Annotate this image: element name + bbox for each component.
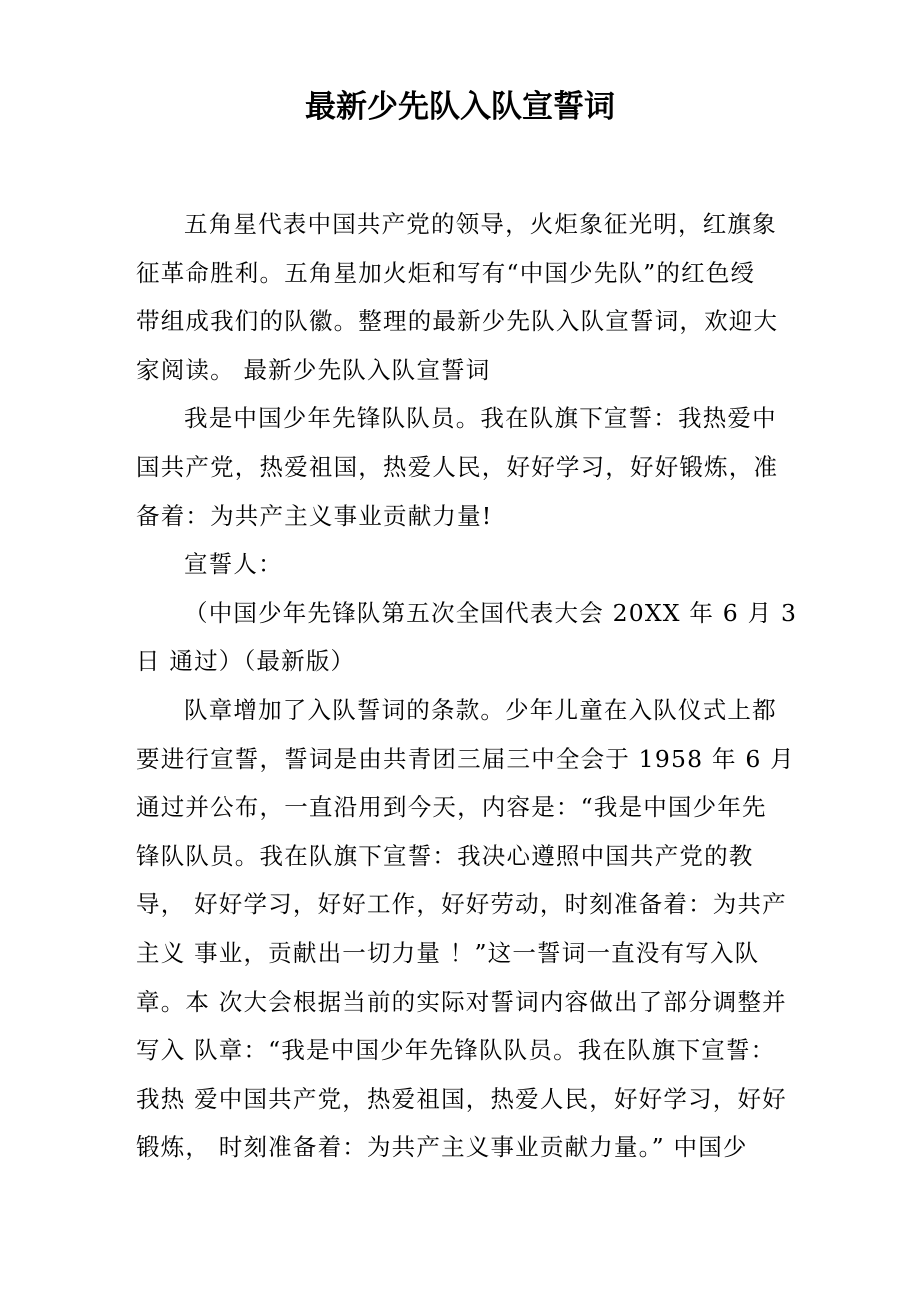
body-line: （中国少年先锋队第五次全国代表大会 20XX 年 6 月 3	[184, 598, 798, 627]
body-line: 通过并公布，一直沿用到今天，内容是：“我是中国少年先	[136, 793, 767, 822]
document-title: 最新少先队入队宣誓词	[305, 89, 615, 125]
body-line: 带组成我们的队徽。整理的最新少先队入队宣誓词，欢迎大	[136, 307, 779, 336]
body-line: 主义 事业，贡献出一切力量 ！”这一誓词一直没有写入队	[136, 938, 760, 967]
body-line: 写入 队章：“我是中国少年先锋队队员。我在队旗下宣誓：	[136, 1036, 776, 1065]
body-line: 宣誓人：	[184, 550, 283, 579]
body-line: 日 通过）（最新版）	[136, 647, 356, 676]
body-line: 国共产党，热爱祖国，热爱人民，好好学习，好好锻炼，准	[136, 452, 779, 481]
body-line: 备着：为共产主义事业贡献力量!	[136, 501, 493, 530]
body-line: 要进行宣誓，誓词是由共青团三届三中全会于 1958 年 6 月	[136, 744, 795, 773]
body-line: 我是中国少年先锋队队员。我在队旗下宣誓：我热爱中	[184, 404, 777, 433]
body-line: 章。本 次大会根据当前的实际对誓词内容做出了部分调整并	[136, 987, 787, 1016]
body-line: 队章增加了入队誓词的条款。少年儿童在入队仪式上都	[184, 695, 777, 724]
body-line: 征革命胜利。五角星加火炬和写有“中国少先队”的红色绶	[136, 258, 756, 287]
body-line: 锋队队员。我在队旗下宣誓：我决心遵照中国共产党的教	[136, 841, 754, 870]
body-line: 我热 爱中国共产党，热爱祖国，热爱人民，好好学习，好好	[136, 1084, 787, 1113]
body-line: 导， 好好学习，好好工作，好好劳动，时刻准备着：为共产	[136, 890, 787, 919]
body-line: 锻炼， 时刻准备着：为共产主义事业贡献力量。” 中国少	[136, 1133, 748, 1162]
body-line: 家阅读。 最新少先队入队宣誓词	[136, 355, 491, 384]
document-body	[136, 205, 798, 1177]
body-line: 五角星代表中国共产党的领导，火炬象征光明，红旗象	[184, 210, 777, 238]
